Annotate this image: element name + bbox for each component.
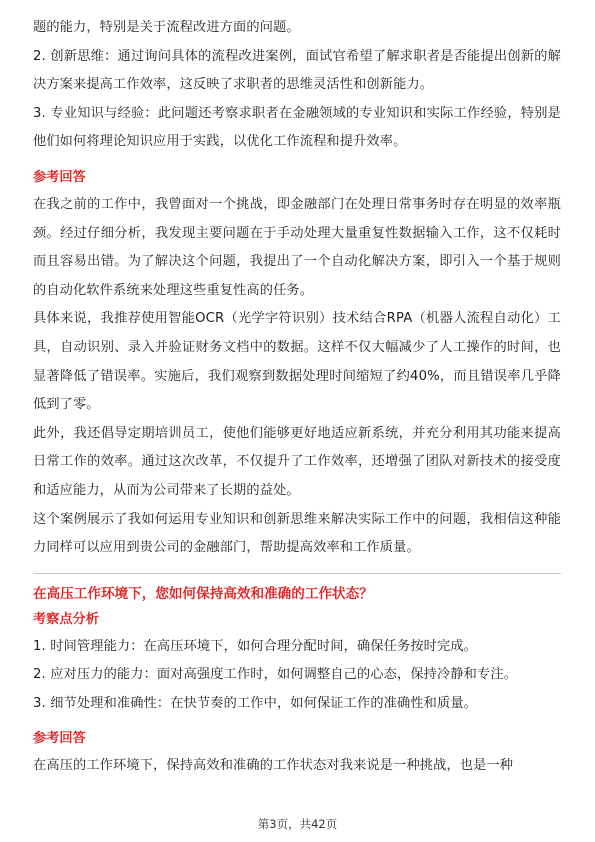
answer-paragraph-3: 此外，我还倡导定期培训员工，使他们能够更好地适应新系统，并充分利用其功能来提高日常工作的效率。通过这次改革，不仅提升了工作效率，还增强了团队对新技术的接受度和适应能力，从而为公司带来了长期的益处。 bbox=[33, 425, 561, 498]
list-item: 2. 应对压力的能力：面对高强度工作时，如何调整自己的心态，保持冷静和专注。 bbox=[33, 667, 518, 683]
analysis-heading: 考察点分析 bbox=[33, 611, 99, 627]
question-title: 在高压工作环境下，您如何保持高效和准确的工作状态？ bbox=[33, 585, 373, 602]
document-page bbox=[33, 14, 561, 781]
answer-heading: 参考回答 bbox=[33, 731, 86, 747]
answer-paragraph-2: 具体来说，我推荐使用智能OCR（光学字符识别）技术结合RPA（机器人流程自动化）工具，自动识别、录入并验证财务文档中的数据。这样不仅大幅减少了人工操作的时间，也显著降低了错误率。实施后，我们观察到数据处理时间缩短了约40%，而且错误率几乎降低到了零。 bbox=[33, 311, 561, 413]
answer-paragraph-1: 在我之前的工作中，我曾面对一个挑战，即金融部门在处理日常事务时存在明显的效率瓶颈。经过仔细分析，我发现主要问题在于手动处理大量重复性数据输入工作，这不仅耗时而且容易出错。为了解决这个问题，我提出了一个自动化解决方案，即引入一个基于规则的自动化软件系统来处理这些重复性高的任务。 bbox=[33, 196, 561, 298]
analysis-item-3: 3. 专业知识与经验：此问题还考察求职者在金融领域的专业知识和实际工作经验，特别是他们如何将理论知识应用于实践，以优化工作流程和提升效率。 bbox=[33, 105, 561, 150]
answer-paragraph-start: 在高压的工作环境下，保持高效和准确的工作状态对我来说是一种挑战，也是一种 bbox=[33, 758, 514, 774]
page-number: 第3页，共42页 bbox=[257, 817, 338, 831]
answer-heading: 参考回答 bbox=[33, 169, 86, 185]
intro-continuation: 题的能力，特别是关于流程改进方面的问题。 bbox=[33, 20, 300, 35]
analysis-item-2: 2. 创新思维：通过询问具体的流程改进案例，面试官希望了解求职者是否能提出创新的解决方案来提高工作效率，这反映了求职者的思维灵活性和创新能力。 bbox=[33, 48, 561, 93]
answer-paragraph-4: 这个案例展示了我如何运用专业知识和创新思维来解决实际工作中的问题，我相信这种能力同样可以应用到贵公司的金融部门，帮助提高效率和工作质量。 bbox=[33, 511, 561, 556]
section-divider bbox=[33, 573, 561, 574]
list-item: 3. 细节处理和准确性：在快节奏的工作中，如何保证工作的准确性和质量。 bbox=[33, 695, 478, 711]
list-item: 1. 时间管理能力：在高压环境下，如何合理分配时间，确保任务按时完成。 bbox=[33, 638, 478, 654]
